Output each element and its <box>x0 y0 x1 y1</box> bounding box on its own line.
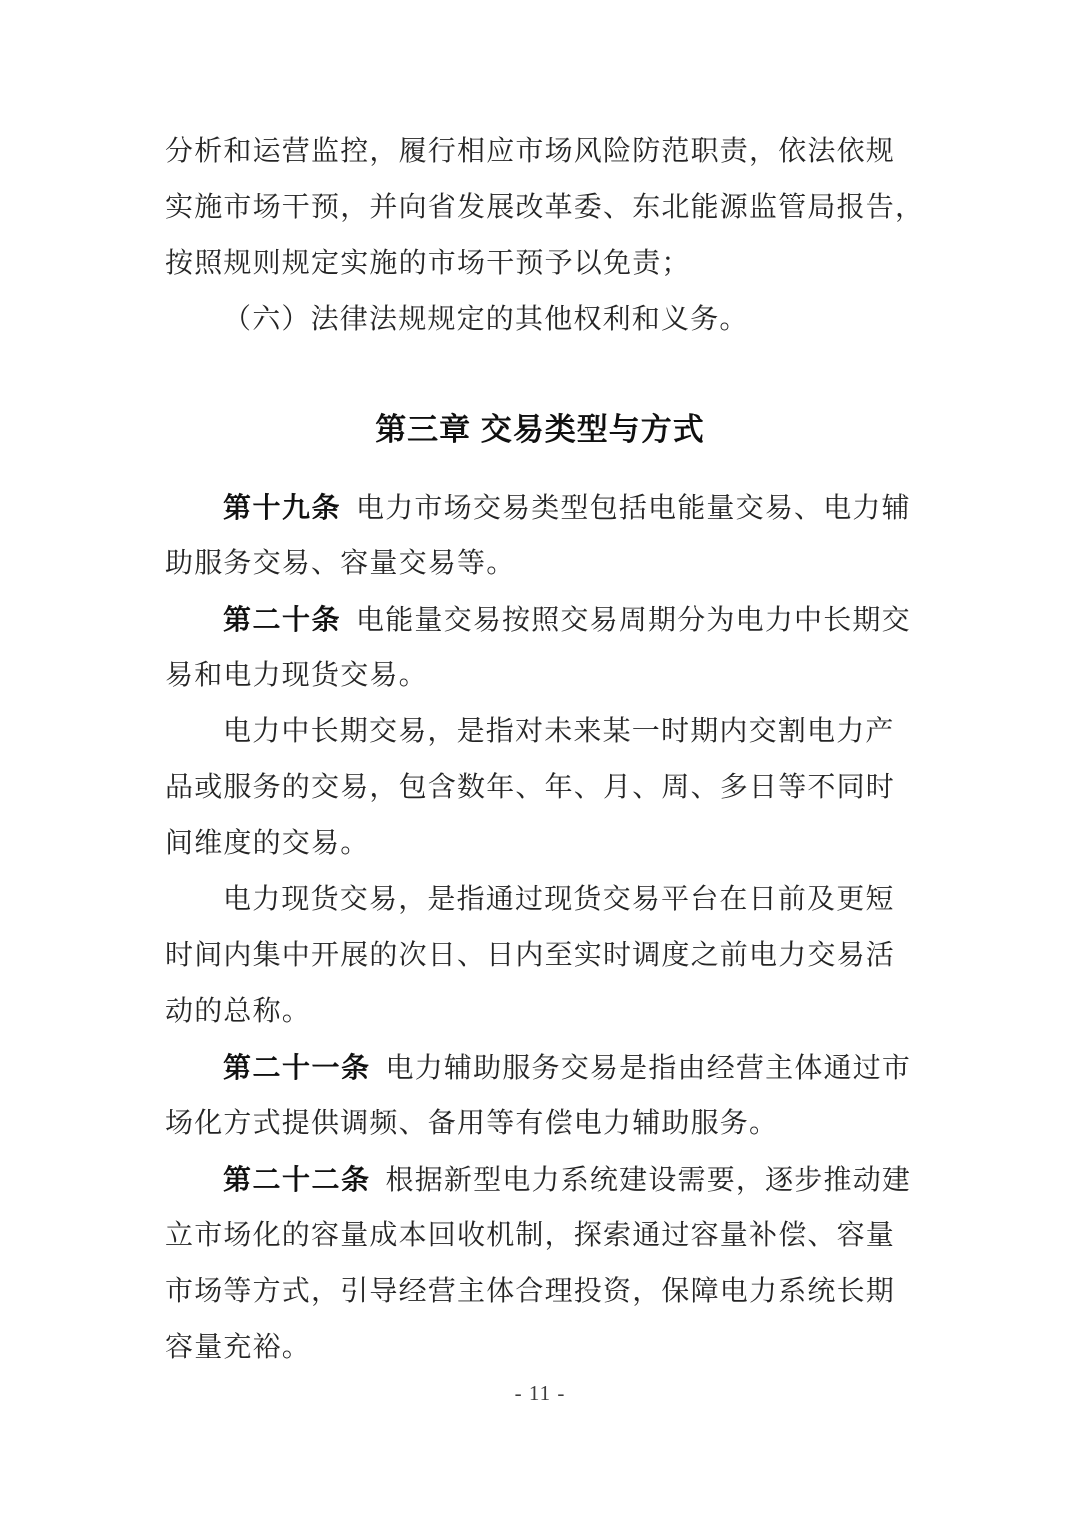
body-line <box>223 704 895 760</box>
body-line-text: 电力现货交易，是指通过现货交易平台在日前及更短 <box>223 884 895 915</box>
article-line <box>223 1040 911 1096</box>
body-line <box>223 872 895 928</box>
body-line-text: 助服务交易、容量交易等。 <box>165 548 516 579</box>
body-line-list-item <box>223 292 749 348</box>
body-line-text: 品或服务的交易，包含数年、年、月、周、多日等不同时 <box>165 772 896 803</box>
body-line <box>165 928 895 984</box>
body-line <box>165 984 311 1040</box>
body-line <box>165 1208 895 1264</box>
body-line <box>165 536 515 592</box>
body-line-text: 时间内集中开展的次日、日内至实时调度之前电力交易活 <box>165 940 896 971</box>
article-number: 第二十二条 <box>223 1164 371 1195</box>
body-line <box>165 816 369 872</box>
body-line-text: 动的总称。 <box>165 996 312 1027</box>
chapter-heading: 第三章 交易类型与方式 <box>375 412 705 447</box>
body-line-text: 按照规则规定实施的市场干预予以免责； <box>165 248 691 279</box>
body-line-text: 实施市场干预，并向省发展改革委、东北能源监管局报告， <box>165 192 925 223</box>
body-line-text: 根据新型电力系统建设需要，逐步推动建 <box>385 1165 912 1196</box>
article-line <box>223 592 911 648</box>
body-line <box>165 1320 311 1376</box>
body-line <box>165 1264 895 1320</box>
body-line <box>165 648 428 704</box>
article-number: 第二十条 <box>223 604 342 635</box>
body-line <box>165 124 895 180</box>
body-line-text: 电力中长期交易，是指对未来某一时期内交割电力产 <box>223 716 895 747</box>
article-line <box>223 480 911 536</box>
body-line <box>165 180 924 236</box>
body-line <box>165 760 895 816</box>
body-line-text: （六）法律法规规定的其他权利和义务。 <box>223 304 749 335</box>
body-line-text: 场化方式提供调频、备用等有偿电力辅助服务。 <box>165 1108 779 1139</box>
article-line <box>223 1152 911 1208</box>
body-line-text: 分析和运营监控，履行相应市场风险防范职责，依法依规 <box>165 136 896 167</box>
body-line <box>165 236 691 292</box>
article-number: 第十九条 <box>223 492 342 523</box>
article-number: 第二十一条 <box>223 1052 371 1083</box>
body-line-text: 电力辅助服务交易是指由经营主体通过市 <box>385 1053 912 1084</box>
body-line-text: 易和电力现货交易。 <box>165 660 428 691</box>
body-line <box>165 1096 778 1152</box>
body-line-text: 电力市场交易类型包括电能量交易、电力辅 <box>356 493 911 524</box>
body-line-text: 市场等方式，引导经营主体合理投资，保障电力系统长期 <box>165 1276 896 1307</box>
body-line-text: 立市场化的容量成本回收机制，探索通过容量补偿、容量 <box>165 1220 896 1251</box>
body-line-text: 间维度的交易。 <box>165 828 370 859</box>
body-line-text: 电能量交易按照交易周期分为电力中长期交 <box>356 605 911 636</box>
page-number: - 11 - <box>514 1381 566 1405</box>
body-line-text: 容量充裕。 <box>165 1332 312 1363</box>
